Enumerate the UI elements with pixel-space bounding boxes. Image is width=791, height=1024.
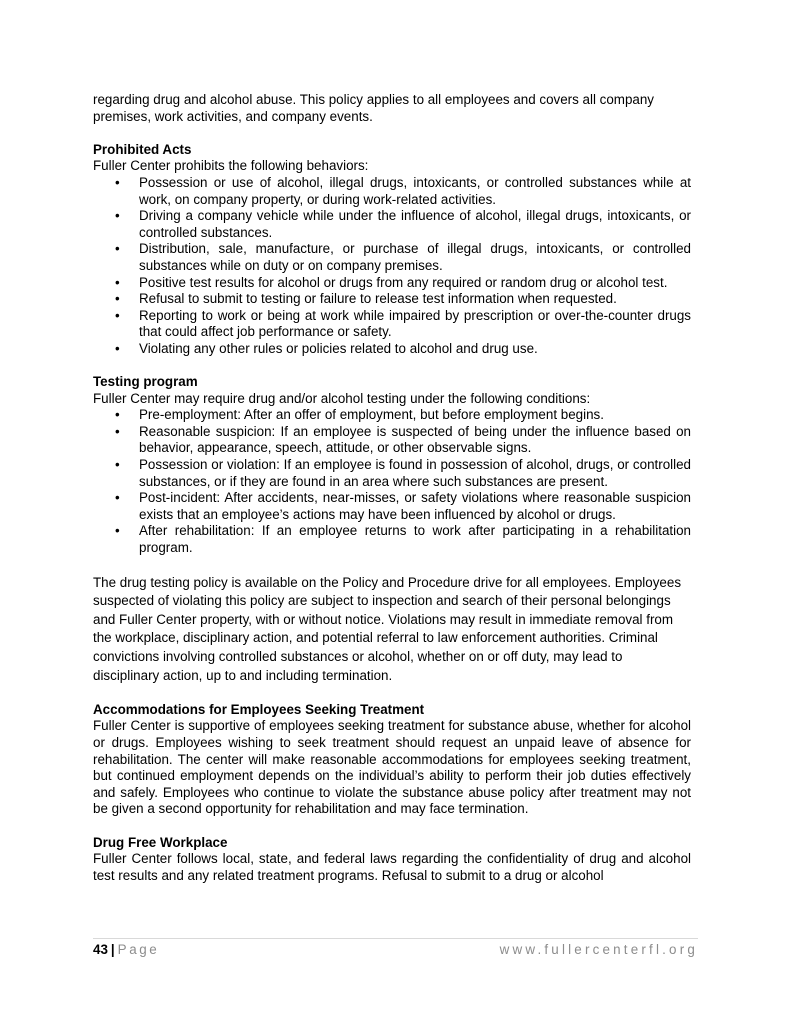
drug-free-paragraph: Fuller Center follows local, state, and federal laws regarding the confidentiality of drug and alcohol test results and any related treatment programs. Refusal to submit to a drug or alcohol <box>93 851 691 883</box>
list-item: • Distribution, sale, manufacture, or purchase of illegal drugs, intoxicants, or controlled substances while on duty or on company premises. <box>93 241 691 274</box>
list-item: • Driving a company vehicle while under the influence of alcohol, illegal drugs, intoxicants, or controlled substances. <box>93 208 691 241</box>
testing-policy-paragraph: The drug testing policy is available on the Policy and Procedure drive for all employees. Employees suspected of violating this policy are subject to inspection and search of their personal belongings and Fuller Center property, with or without notice. Violations may result in immediate removal from the workplace, disciplinary action, and potential referral to law enforcement authorities. Criminal convictions involving controlled substances or alcohol, whether on or off duty, may lead to disciplinary action, up to and including termination. <box>93 574 682 683</box>
list-item: • Possession or use of alcohol, illegal drugs, intoxicants, or controlled substances while at work, on company property, or during work-related activities. <box>93 175 691 208</box>
list-item: • Post-incident: After accidents, near-misses, or safety violations where reasonable suspicion exists that an employee’s actions may have been influenced by alcohol or drugs. <box>93 490 691 523</box>
page-separator: | <box>110 942 115 957</box>
section-testing-program <box>93 374 691 685</box>
testing-list <box>93 407 691 556</box>
heading-drug-free-workplace: Drug Free Workplace <box>93 834 228 850</box>
list-item: • Possession or violation: If an employee is found in possession of alcohol, drugs, or controlled substances, or if they are found in an area where such substances are present. <box>93 457 691 490</box>
footer-website: www.fullercenterfl.org <box>499 942 698 957</box>
intro-paragraph: regarding drug and alcohol abuse. This policy applies to all employees and covers all company premises, work activities, and company events. <box>93 92 655 124</box>
list-item: • Pre-employment: After an offer of employment, but before employment begins. <box>93 407 691 424</box>
footer-page-label <box>93 942 159 958</box>
prohibited-list <box>93 175 691 358</box>
heading-accommodations: Accommodations for Employees Seeking Treatment <box>93 701 425 717</box>
section-accommodations <box>93 702 691 818</box>
list-item: • Reasonable suspicion: If an employee is suspected of being under the influence based on behavior, appearance, speech, attitude, or other observable signs. <box>93 424 691 457</box>
list-item: • Positive test results for alcohol or drugs from any required or random drug or alcohol test. <box>93 275 691 292</box>
accommodations-paragraph: Fuller Center is supportive of employees seeking treatment for substance abuse, whether for alcohol or drugs. Employees wishing to seek treatment should request an unpaid leave of absence for rehabilitation. The center will make reasonable accommodations for employees seeking treatment, but continued employment depends on the individual’s ability to perform their job duties effectively and safely. Employees who continue to violate the substance abuse policy after treatment may not be given a second opportunity for rehabilitation and may face termination. <box>93 718 691 817</box>
heading-prohibited-acts: Prohibited Acts <box>93 141 192 157</box>
list-item: • Refusal to submit to testing or failure to release test information when requested. <box>93 291 691 308</box>
list-item: • Reporting to work or being at work while impaired by prescription or over-the-counter drugs that could affect job performance or safety. <box>93 308 691 341</box>
section-drug-free-workplace <box>93 835 691 885</box>
heading-testing-program: Testing program <box>93 374 198 390</box>
page-number: 43 <box>93 942 108 957</box>
section-prohibited-acts <box>93 142 691 358</box>
testing-lead: Fuller Center may require drug and/or alcohol testing under the following conditions: <box>93 390 591 406</box>
page-content <box>93 92 691 884</box>
list-item: • Violating any other rules or policies related to alcohol and drug use. <box>93 341 691 358</box>
prohibited-lead: Fuller Center prohibits the following behaviors: <box>93 158 369 174</box>
list-item: • After rehabilitation: If an employee returns to work after participating in a rehabilitation program. <box>93 523 691 556</box>
footer-divider <box>93 938 698 939</box>
page-word: Page <box>117 942 160 957</box>
